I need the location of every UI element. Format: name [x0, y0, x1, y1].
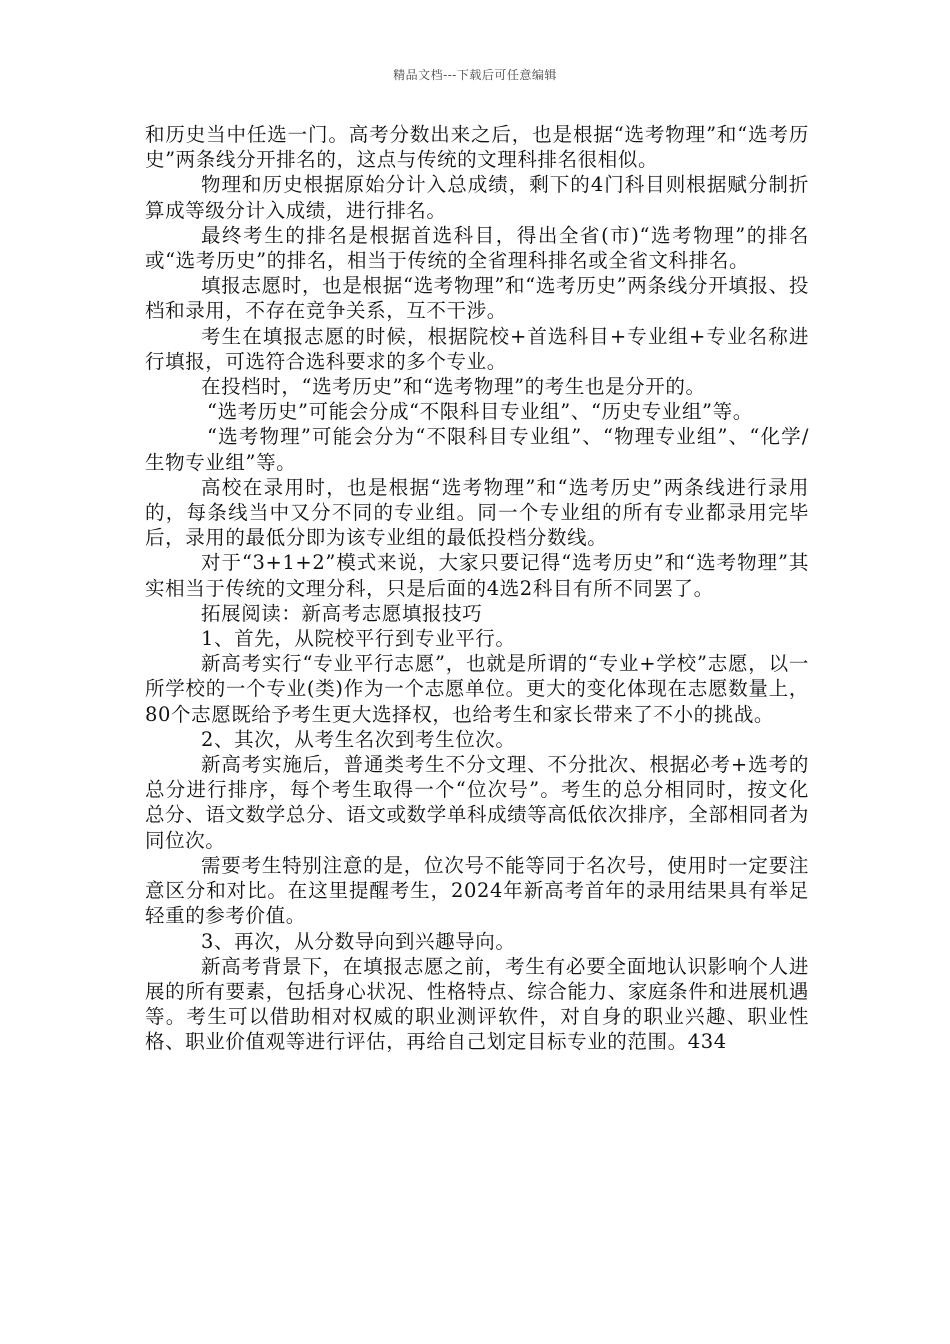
- paragraph: “选考物理”可能会分为“不限科目专业组”、“物理专业组”、“化学/生物专业组”等。: [145, 425, 809, 474]
- tip-heading: 2、其次，从考生名次到考生位次。: [201, 727, 516, 751]
- paragraph: “选考历史”可能会分成“不限科目专业组”、“历史专业组”等。: [207, 400, 753, 424]
- tip-heading: 1、首先，从院校平行到专业平行。: [201, 627, 516, 651]
- section-heading: 拓展阅读：新高考志愿填报技巧: [201, 601, 483, 625]
- paragraph: 和历史当中任选一门。高考分数出来之后，也是根据“选考物理”和“选考历史”两条线分开排名的，这点与传统的文理科排名很相似。: [145, 123, 809, 172]
- paragraph: 在投档时，“选考历史”和“选考物理”的考生也是分开的。: [201, 375, 706, 399]
- paragraph: 最终考生的排名是根据首选科目，得出全省(市)“选考物理”的排名或“选考历史”的排名，相当于传统的全省理科排名或全省文科排名。: [145, 223, 809, 273]
- paragraph: 新高考背景下，在填报志愿之前，考生有必要全面地认识影响个人进展的所有要素，包括身心状况、性格特点、综合能力、家庭条件和进展机遇等。考生可以借助相对权威的职业测评软件，对自身的职业兴趣、职业性格、职业价值观等进行评估，再给自己划定目标专业的范围。434: [145, 954, 809, 1054]
- paragraph: 新高考实行“专业平行志愿”，也就是所谓的“专业+学校”志愿，以一所学校的一个专业(类)作为一个志愿单位。更大的变化体现在志愿数量上，80个志愿既给予考生更大选择权，也给考生和家长带来了不小的挑战。: [145, 652, 809, 726]
- page-header: 精品文档---下载后可任意编辑: [393, 68, 557, 82]
- paragraph: 新高考实施后，普通类考生不分文理、不分批次、根据必考+选考的总分进行排序，每个考生取得一个“位次号”。考生的总分相同时，按文化总分、语文数学总分、语文或数学单科成绩等高低依次排序，全部相同者为同位次。: [145, 753, 809, 852]
- paragraph: 对于“3+1+2”模式来说，大家只要记得“选考历史”和“选考物理”其实相当于传统的文理分科，只是后面的4选2科目有所不同罢了。: [145, 551, 809, 600]
- paragraph: 物理和历史根据原始分计入总成绩，剩下的4门科目则根据赋分制折算成等级分计入成绩，进行排名。: [145, 173, 809, 222]
- paragraph: 填报志愿时，也是根据“选考物理”和“选考历史”两条线分开填报、投档和录用，不存在竞争关系，互不干涉。: [145, 274, 809, 323]
- paragraph: 考生在填报志愿的时候，根据院校+首选科目+专业组+专业名称进行填报，可选符合选科要求的多个专业。: [145, 324, 809, 373]
- paragraph: 需要考生特别注意的是，位次号不能等同于名次号，使用时一定要注意区分和对比。在这里提醒考生，2024年新高考首年的录用结果具有举足轻重的参考价值。: [145, 853, 809, 928]
- paragraph: 高校在录用时，也是根据“选考物理”和“选考历史”两条线进行录用的，每条线当中又分不同的专业组。同一个专业组的所有专业都录用完毕后，录用的最低分即为该专业组的最低投档分数线。: [145, 475, 809, 550]
- tip-heading: 3、再次，从分数导向到兴趣导向。: [201, 929, 516, 953]
- document-body: [145, 122, 809, 1055]
